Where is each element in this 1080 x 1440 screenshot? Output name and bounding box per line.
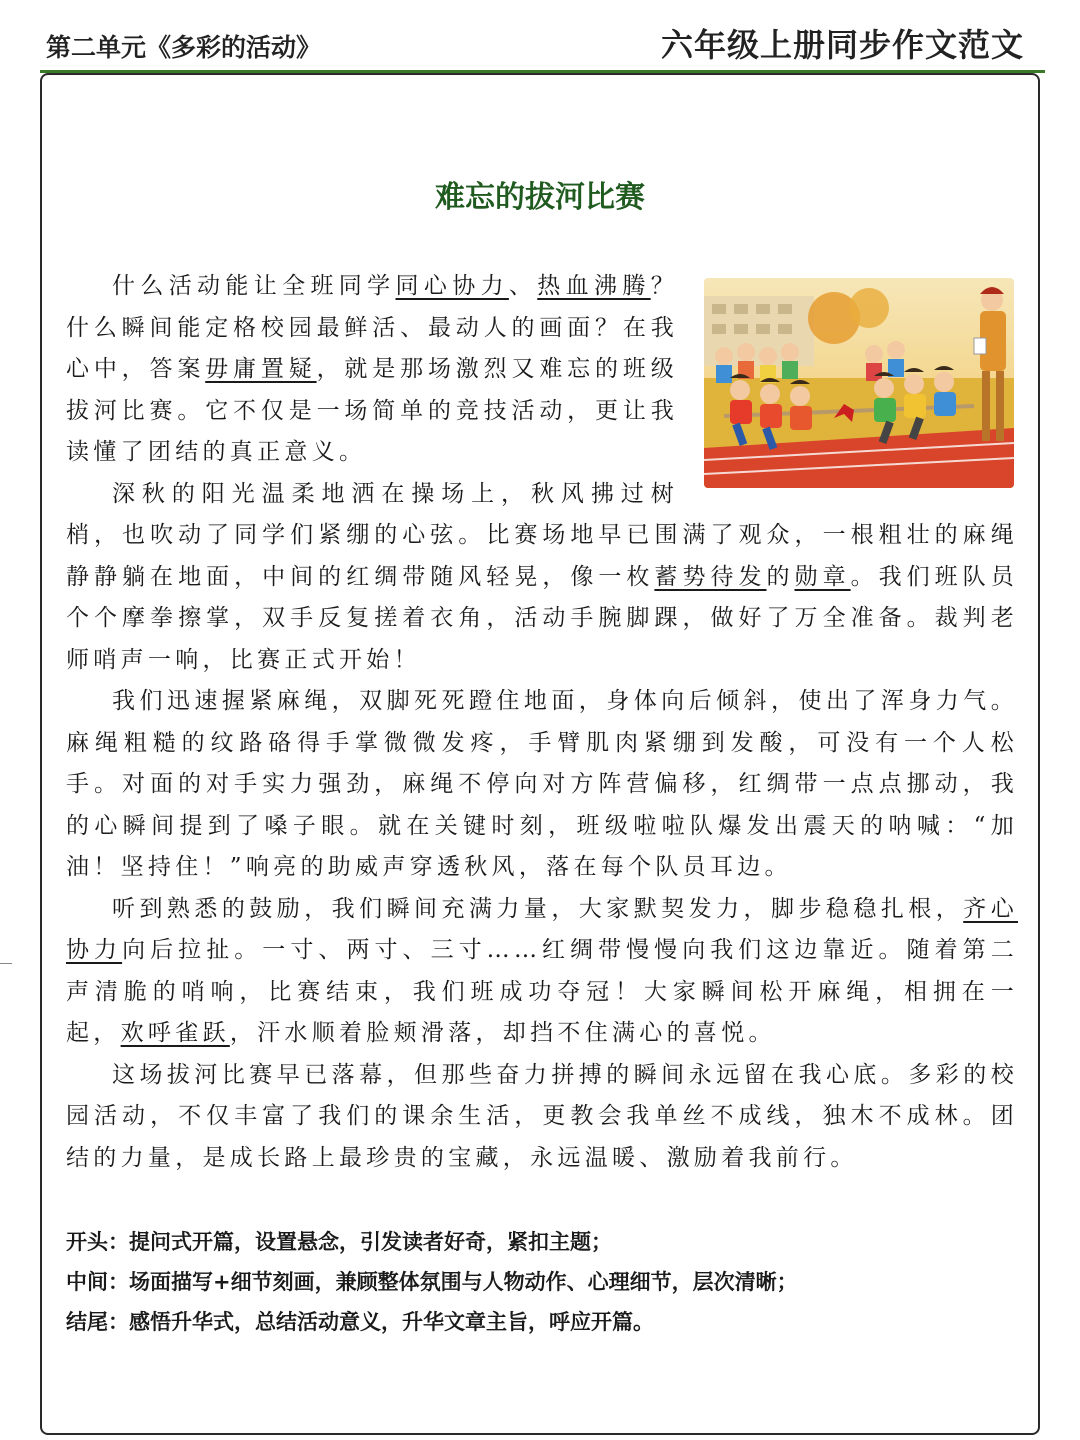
paragraph-text: 、	[508, 273, 538, 299]
underlined-phrase: 同心协力	[395, 273, 509, 299]
unit-title: 第二单元《多彩的活动》	[46, 33, 322, 62]
grade-title: 六年级上册同步作文范文	[660, 26, 1024, 64]
essay-paragraph	[66, 1055, 1018, 1180]
note-label: 中间：	[66, 1270, 129, 1294]
underlined-phrase: 热血沸腾	[537, 273, 651, 299]
note-middle	[66, 1262, 1016, 1302]
paragraph-text: 这场拔河比赛早已落幕，但那些奋力拼搏的瞬间永远留在我心底。多彩的校园活动，不仅丰富了我们的课余生活，更教会我单丝不成线，独木不成林。团结的力量，是成长路上最珍贵的宝藏，永远温暖、激励着我前行。	[66, 1061, 1018, 1171]
essay-paragraph	[66, 474, 1018, 682]
tug-of-war-illustration	[704, 278, 1014, 488]
paragraph-text: 深秋的阳光温柔地洒在操场上，秋风拂过树梢，也吹动了同学们紧绷的心弦。比赛场地早已围满了观众，一根粗壮的麻绳静静躺在地面，中间的红绸带随风轻晃，像一枚	[66, 480, 1018, 590]
underlined-phrase: 勋章	[794, 563, 851, 590]
page-header	[0, 0, 1080, 76]
underlined-phrase: 欢呼雀跃	[120, 1020, 230, 1046]
paragraph-text: 什么活动能让全班同学	[112, 273, 396, 299]
underlined-phrase: 齐心协力	[66, 895, 1018, 963]
paragraph-text: 向后拉扯。一寸、两寸、三寸……红绸带慢慢向我们这边靠近。随着第二声清脆的哨响，比赛结束，我们班成功夺冠！大家瞬间松开麻绳，相拥在一起，	[66, 937, 1018, 1046]
essay-paragraph	[66, 889, 1018, 1055]
note-label: 开头：	[66, 1230, 129, 1254]
note-text: 提问式开篇，设置悬念，引发读者好奇，紧扣主题；	[129, 1230, 612, 1254]
paragraph-text: ，就是那场激烈又难忘的班级拔河比赛。它不仅是一场简单的竞技活动，更让我读懂了团结的真正意义。	[66, 356, 679, 465]
paragraph-text: ，汗水顺着脸颊滑落，却挡不住满心的喜悦。	[229, 1020, 776, 1046]
paragraph-text: ？什么瞬间能定格校园最鲜活、最动人的画面？在我心中，答案	[66, 273, 678, 382]
paragraph-text: 。我们班队员个个摩拳擦掌，双手反复搓着衣角，活动手腕脚踝，做好了万全准备。裁判老师哨声一响，比赛正式开始！	[66, 563, 1018, 673]
note-ending	[66, 1302, 1016, 1342]
underlined-phrase: 蓄势待发	[654, 563, 767, 590]
essay-title: 难忘的拔河比赛	[435, 180, 645, 215]
essay-body	[66, 266, 1018, 1179]
note-label: 结尾：	[66, 1310, 129, 1334]
underlined-phrase: 毋庸置疑	[205, 356, 317, 382]
paragraph-text: 的	[766, 563, 795, 590]
note-text: 场面描写+细节刻画，兼顾整体氛围与人物动作、心理细节，层次清晰；	[129, 1270, 798, 1294]
note-text: 感悟升华式，总结活动意义，升华文章主旨，呼应开篇。	[129, 1310, 654, 1334]
paragraph-text: 听到熟悉的鼓励，我们瞬间充满力量，大家默契发力，脚步稳稳扎根，	[112, 895, 964, 922]
note-opening	[66, 1222, 1016, 1262]
essay-paragraph	[66, 681, 1018, 889]
writing-notes	[66, 1222, 1016, 1342]
margin-mark	[0, 963, 12, 964]
paragraph-text: 我们迅速握紧麻绳，双脚死死蹬住地面，身体向后倾斜，使出了浑身力气。麻绳粗糙的纹路硌得手掌微微发疼，手臂肌肉紧绷到发酸，可没有一个人松手。对面的对手实力强劲，麻绳不停向对方阵营偏移，红绸带一点点挪动，我的心瞬间提到了嗓子眼。就在关键时刻，班级啦啦队爆发出震天的呐喊：“加油！坚持住！”响亮的助威声穿透秋风，落在每个队员耳边。	[66, 688, 1018, 880]
